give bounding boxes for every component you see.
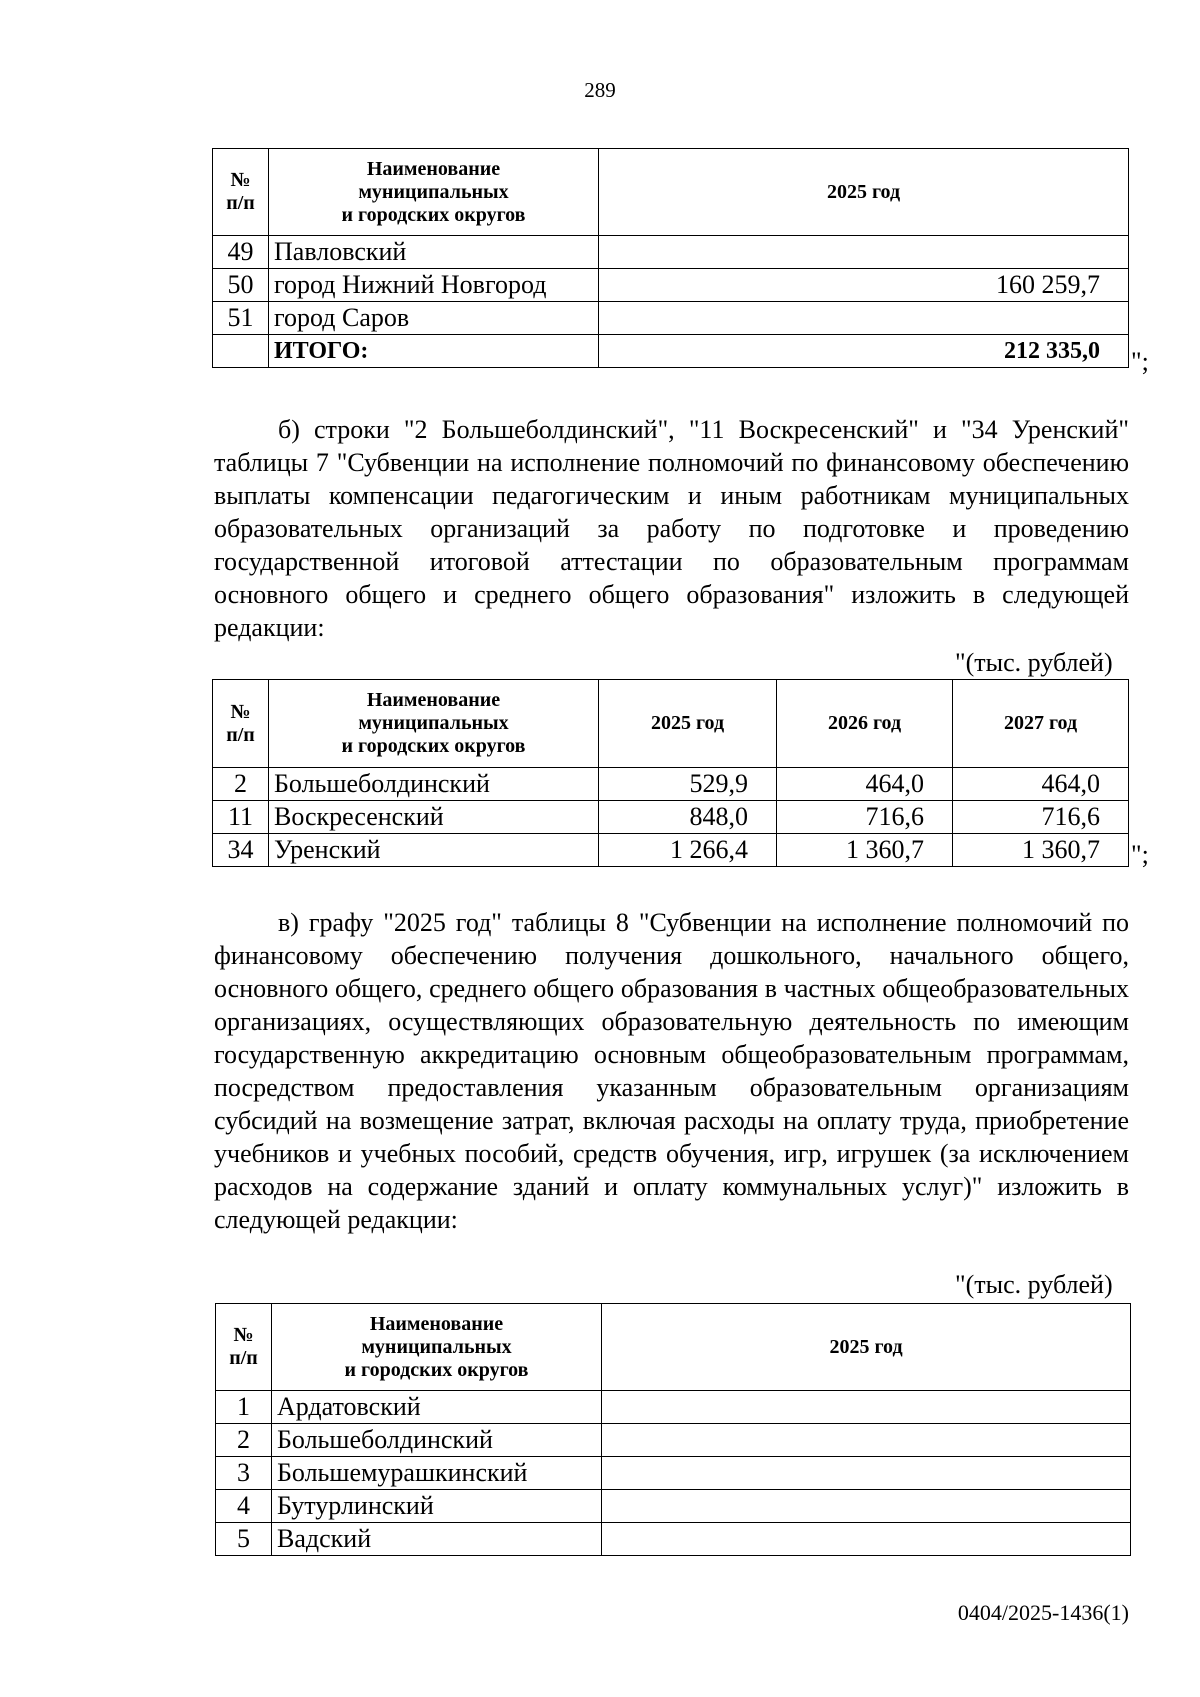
row-value-2025: 848,0 bbox=[599, 801, 777, 834]
paragraph-b-text: б) строки "2 Большеболдинский", "11 Воскресенский" и "34 Уренский" таблицы 7 "Субвенции на исполнение полномочий по финансовому обеспечению выплаты компенсации педагогическим и иным работникам муниципальных образовательных организаций за работу по подготовке и проведению государственной итоговой аттестации по образовательным программам основного общего и среднего общего образования" изложить в следующей редакции: bbox=[214, 415, 1129, 642]
row-value bbox=[602, 1490, 1131, 1523]
total-value: 212 335,0 bbox=[599, 335, 1129, 368]
table-row bbox=[216, 1457, 1131, 1490]
document-code: 0404/2025-1436(1) bbox=[957, 1600, 1129, 1625]
units-label-1: "(тыс. рублей) bbox=[955, 648, 1113, 677]
table-2-closing-quote: "; bbox=[1131, 840, 1149, 869]
table-row bbox=[213, 236, 1129, 269]
row-value bbox=[602, 1523, 1131, 1556]
row-value bbox=[602, 1424, 1131, 1457]
row-num: 49 bbox=[213, 236, 269, 269]
table-row bbox=[213, 801, 1129, 834]
header-year: 2025 год bbox=[599, 149, 1129, 236]
table-row bbox=[216, 1523, 1131, 1556]
header-num: № п/п bbox=[213, 680, 269, 768]
row-value-2026: 716,6 bbox=[777, 801, 953, 834]
row-value: 160 259,7 bbox=[599, 269, 1129, 302]
row-num: 2 bbox=[216, 1424, 272, 1457]
row-value-2027: 716,6 bbox=[953, 801, 1129, 834]
row-value bbox=[599, 302, 1129, 335]
total-label: ИТОГО: bbox=[269, 335, 599, 368]
row-value bbox=[602, 1391, 1131, 1424]
row-name: город Саров bbox=[269, 302, 599, 335]
row-num: 34 bbox=[213, 834, 269, 867]
table-row bbox=[213, 302, 1129, 335]
header-name: Наименование муниципальных и городских округов bbox=[272, 1304, 602, 1391]
row-name: Павловский bbox=[269, 236, 599, 269]
row-num: 5 bbox=[216, 1523, 272, 1556]
row-num: 51 bbox=[213, 302, 269, 335]
row-name: Ардатовский bbox=[272, 1391, 602, 1424]
header-num: № п/п bbox=[216, 1304, 272, 1391]
row-name: Большеболдинский bbox=[269, 768, 599, 801]
row-value-2026: 464,0 bbox=[777, 768, 953, 801]
table-row bbox=[213, 768, 1129, 801]
header-name: Наименование муниципальных и городских округов bbox=[269, 149, 599, 236]
row-value bbox=[602, 1457, 1131, 1490]
total-row bbox=[213, 335, 1129, 368]
row-value-2027: 464,0 bbox=[953, 768, 1129, 801]
table-row bbox=[213, 834, 1129, 867]
row-name: Вадский bbox=[272, 1523, 602, 1556]
row-value-2025: 1 266,4 bbox=[599, 834, 777, 867]
table-row bbox=[216, 1424, 1131, 1457]
row-name: Большемурашкинский bbox=[272, 1457, 602, 1490]
table-row bbox=[213, 269, 1129, 302]
row-value-2027: 1 360,7 bbox=[953, 834, 1129, 867]
header-name: Наименование муниципальных и городских округов bbox=[269, 680, 599, 768]
header-year: 2025 год bbox=[602, 1304, 1131, 1391]
row-num: 50 bbox=[213, 269, 269, 302]
row-num: 1 bbox=[216, 1391, 272, 1424]
row-value-2025: 529,9 bbox=[599, 768, 777, 801]
row-num: 3 bbox=[216, 1457, 272, 1490]
units-label-2: "(тыс. рублей) bbox=[955, 1270, 1113, 1299]
total-num bbox=[213, 335, 269, 368]
row-num: 2 bbox=[213, 768, 269, 801]
row-value bbox=[599, 236, 1129, 269]
row-name: Уренский bbox=[269, 834, 599, 867]
header-year-2027: 2027 год bbox=[953, 680, 1129, 768]
paragraph-v-text: в) графу "2025 год" таблицы 8 "Субвенции на исполнение полномочий по финансовому обеспечению получения дошкольного, начального общего, основного общего, среднего общего образования в частных общеобразовательных организациях, осуществляющих образовательную деятельность по имеющим государственную аккредитацию основным общеобразовательным программам, посредством предоставления указанным образовательным организациям субсидий на возмещение затрат, включая расходы на оплату труда, приобретение учебников и учебных пособий, средств обучения, игр, игрушек (за исключением расходов на содержание зданий и оплату коммунальных услуг)" изложить в следующей редакции: bbox=[214, 908, 1129, 1234]
paragraph-b bbox=[214, 413, 1129, 644]
table-3 bbox=[215, 1303, 1131, 1556]
table-2 bbox=[212, 679, 1129, 867]
header-year-2026: 2026 год bbox=[777, 680, 953, 768]
row-name: Воскресенский bbox=[269, 801, 599, 834]
header-num: № п/п bbox=[213, 149, 269, 236]
row-num: 4 bbox=[216, 1490, 272, 1523]
table-1-closing-quote: "; bbox=[1131, 347, 1149, 376]
row-name: Бутурлинский bbox=[272, 1490, 602, 1523]
row-name: Большеболдинский bbox=[272, 1424, 602, 1457]
table-1 bbox=[212, 148, 1129, 368]
row-num: 11 bbox=[213, 801, 269, 834]
page-number: 289 bbox=[584, 78, 616, 102]
row-name: город Нижний Новгород bbox=[269, 269, 599, 302]
header-year-2025: 2025 год bbox=[599, 680, 777, 768]
table-row bbox=[216, 1391, 1131, 1424]
table-row bbox=[216, 1490, 1131, 1523]
paragraph-v bbox=[214, 906, 1129, 1236]
row-value-2026: 1 360,7 bbox=[777, 834, 953, 867]
